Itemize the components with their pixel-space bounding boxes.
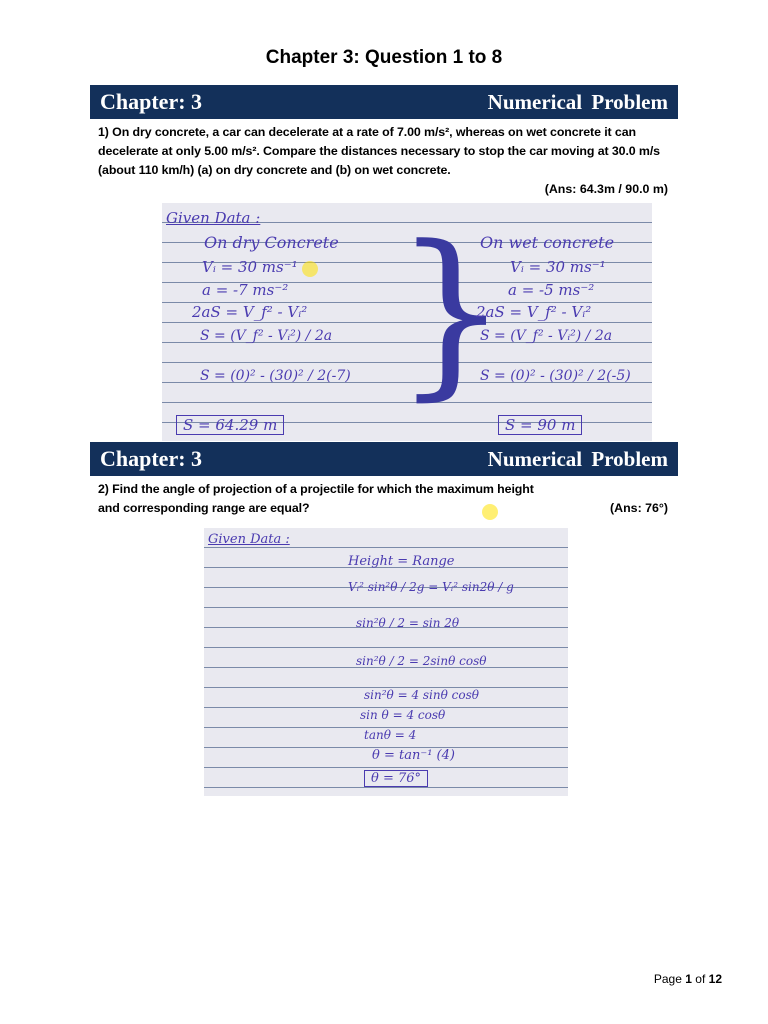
page-current: 1 <box>685 972 692 986</box>
note-line: sin²θ / 2 = 2sinθ cosθ <box>356 654 487 668</box>
handwritten-notes <box>162 203 652 441</box>
note-line: a = -7 ms⁻² <box>202 281 289 299</box>
note-line: 2aS = V_f² - Vᵢ² <box>192 303 308 321</box>
note-line: Height = Range <box>348 554 455 569</box>
note-line: sin θ = 4 cosθ <box>360 708 446 722</box>
question-2-section <box>90 442 678 798</box>
note-line: S = (0)² - (30)² / 2(-7) <box>200 368 351 384</box>
note-line: Vᵢ² sin²θ / 2g = Vᵢ² sin2θ / g <box>348 580 514 594</box>
note-line: Vᵢ = 30 ms⁻¹ <box>510 258 606 276</box>
result-box: S = 90 m <box>498 415 582 435</box>
note-line: S = (V_f² - Vᵢ²) / 2a <box>480 328 613 344</box>
question-text: 1) On dry concrete, a car can decelerate at a rate of 7.00 m/s², whereas on wet concrete it can decelerate at only 5.00 m/s². Compare the distances necessary to stop the car moving at 30.0 m/s (about 110 km/h) (a) on dry concrete and (b) on wet concrete. <box>98 125 660 177</box>
note-line: sin²θ / 2 = sin 2θ <box>356 616 460 630</box>
note-line: a = -5 ms⁻² <box>508 281 595 299</box>
note-line: On wet concrete <box>480 233 615 252</box>
chapter-banner <box>90 85 678 119</box>
notes-heading: Given Data : <box>208 532 290 547</box>
note-line: Vᵢ = 30 ms⁻¹ <box>202 258 298 276</box>
page-of: of <box>695 972 706 986</box>
note-line: S = (0)² - (30)² / 2(-5) <box>480 368 631 384</box>
question-text: 2) Find the angle of projection of a projectile for which the maximum height and corresponding range are equal? <box>98 482 534 515</box>
banner-chapter-label: Chapter: 3 <box>100 89 203 114</box>
banner-topic-label: Numerical Problem <box>487 447 668 471</box>
note-line: sin²θ = 4 sinθ cosθ <box>364 688 479 702</box>
brace-divider: } <box>394 208 509 417</box>
cursor-highlight <box>302 261 318 277</box>
banner-chapter-label: Chapter: 3 <box>100 446 203 471</box>
page-total: 12 <box>708 972 722 986</box>
note-line: S = (V_f² - Vᵢ²) / 2a <box>200 328 333 344</box>
page-prefix: Page <box>653 972 682 986</box>
result-box: S = 64.29 m <box>176 415 284 435</box>
chapter-banner <box>90 442 678 476</box>
page-number <box>654 972 722 986</box>
cursor-highlight <box>482 504 498 520</box>
result-box: θ = 76° <box>364 770 428 787</box>
handwritten-notes <box>204 528 568 796</box>
notes-heading: Given Data : <box>166 209 261 227</box>
document-title: Chapter 3: Question 1 to 8 <box>265 47 503 68</box>
banner-topic-label: Numerical Problem <box>487 90 668 114</box>
answer-text: (Ans: 64.3m / 90.0 m) <box>544 182 668 196</box>
note-line: On dry Concrete <box>204 233 339 252</box>
note-line: tanθ = 4 <box>364 728 417 742</box>
question-1-section <box>90 85 678 441</box>
note-line: 2aS = V_f² - Vᵢ² <box>476 303 592 321</box>
answer-text: (Ans: 76°) <box>610 501 668 515</box>
note-line: θ = tan⁻¹ (4) <box>372 748 455 763</box>
